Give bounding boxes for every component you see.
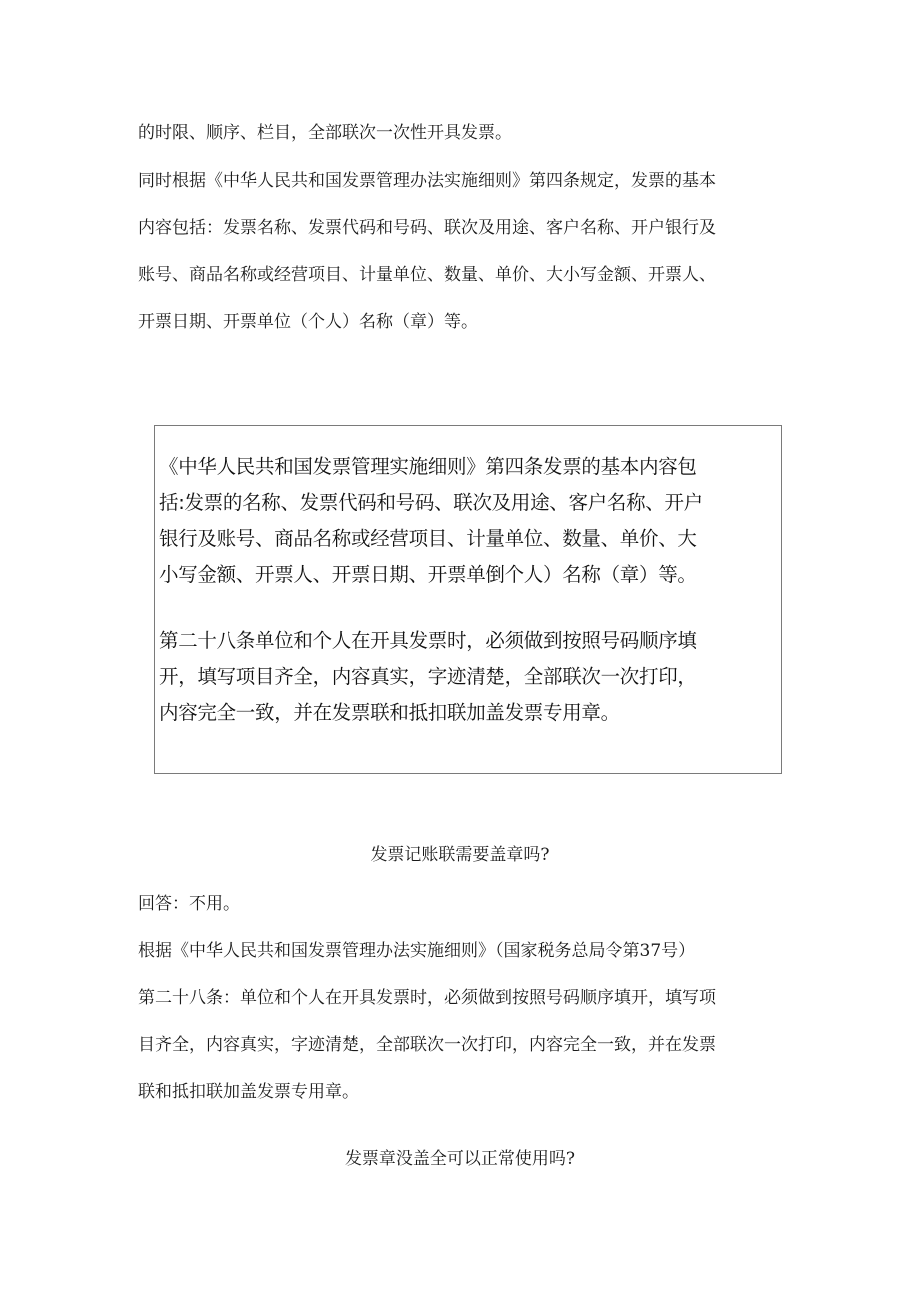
answer-text: 回答：不用。	[138, 894, 240, 914]
callout-line: 银行及账号、商品名称或经营项目、计量单位、数量、单价、大	[159, 527, 697, 550]
callout-line: 第二十八条单位和个人在开具发票时，必须做到按照号码顺序填	[159, 629, 697, 652]
text-line: 开票日期、开票单位（个人）名称（章）等。	[138, 312, 478, 332]
text-line: 第二十八条：单位和个人在开具发票时，必须做到按照号码顺序填开，填写项	[138, 988, 716, 1008]
text-line: 同时根据《中华人民共和国发票管理办法实施细则》第四条规定，发票的基本	[138, 171, 716, 191]
callout-line: 内容完全一致，并在发票联和抵扣联加盖发票专用章。	[159, 701, 620, 724]
text-line: 目齐全，内容真实，字迹清楚，全部联次一次打印，内容完全一致，并在发票	[138, 1035, 716, 1055]
text-line: 内容包括：发票名称、发票代码和号码、联次及用途、客户名称、开户银行及	[138, 218, 716, 238]
question-heading-incomplete-stamp: 发票章没盖全可以正常使用吗?	[344, 1149, 576, 1169]
callout-line: 开，填写项目齐全，内容真实，字迹清楚，全部联次一次打印，	[159, 665, 697, 688]
invoice-content-paragraph	[138, 158, 788, 346]
article-28-paragraph	[138, 975, 788, 1116]
callout-line: 《中华人民共和国发票管理实施细则》第四条发票的基本内容包	[159, 455, 697, 478]
text-line: 账号、商品名称或经营项目、计量单位、数量、单价、大小写金额、开票人、	[138, 265, 716, 285]
intro-paragraph-fragment	[138, 110, 788, 157]
callout-article-4	[159, 449, 779, 593]
citation-text: 根据《中华人民共和国发票管理办法实施细则》（国家税务总局令第37号）	[138, 941, 696, 961]
question-heading-stamp: 发票记账联需要盖章吗?	[370, 845, 550, 865]
text-line: 的时限、顺序、栏目，全部联次一次性开具发票。	[138, 123, 512, 143]
text-line: 联和抵扣联加盖发票专用章。	[138, 1082, 359, 1102]
regulation-callout-box	[154, 425, 782, 774]
callout-article-28	[159, 623, 779, 731]
callout-line: 小写金额、开票人、开票日期、开票单倒个人）名称（章）等。	[159, 563, 697, 586]
callout-line: 括:发票的名称、发票代码和号码、联次及用途、客户名称、开户	[159, 491, 703, 514]
